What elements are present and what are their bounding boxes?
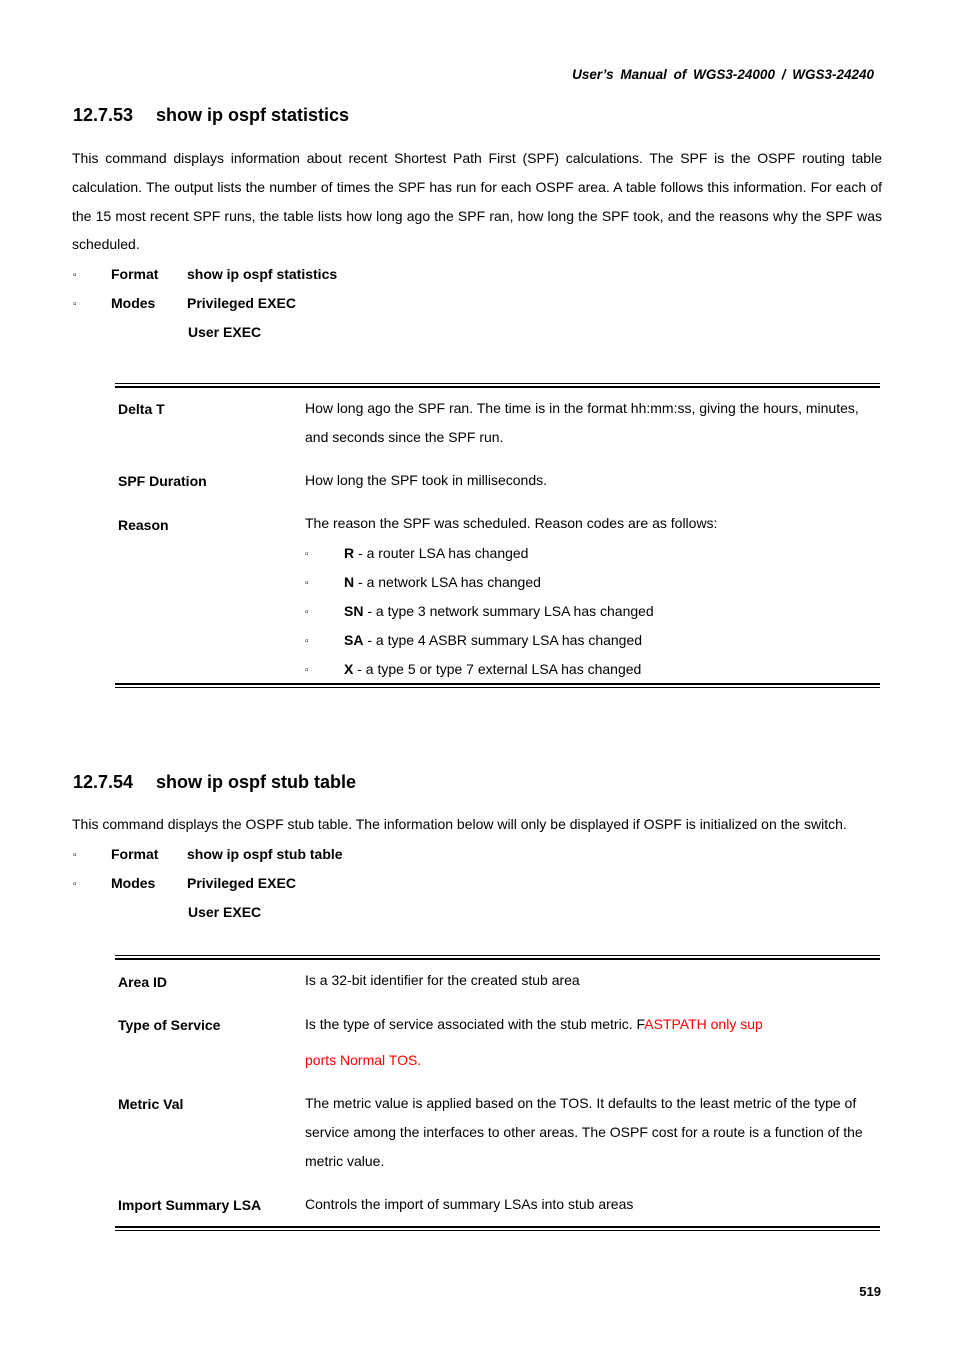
bullet-icon: ▫ — [305, 578, 309, 589]
modes-label: Modes — [111, 875, 156, 891]
table-bottom-rule — [115, 1226, 880, 1231]
reason-text: - a type 5 or type 7 external LSA has changed — [353, 661, 642, 677]
modes-value: Privileged EXEC — [187, 875, 296, 891]
format-label: Format — [111, 846, 159, 862]
reason-item — [305, 632, 642, 648]
page-number: 519 — [859, 1284, 881, 1299]
reason-code: N — [344, 574, 355, 590]
table-term: Delta T — [118, 401, 165, 417]
reason-item — [305, 603, 654, 619]
reason-item — [305, 545, 528, 561]
reason-code: SA — [344, 632, 364, 648]
reason-text: - a network LSA has changed — [354, 574, 541, 590]
table-desc: How long ago the SPF ran. The time is in the format hh:mm:ss, giving the hours, minutes, and seconds since the SPF run. — [305, 400, 859, 445]
section-description: This command displays information about recent Shortest Path First (SPF) calculations. The SPF is the OSPF routing table calculation. The output lists the number of times the SPF has run for each OSPF area. A table follows this information. For each of the 15 most recent SPF runs, the table lists how long ago the SPF ran, how long the SPF took, and the reasons why the SPF was scheduled. — [72, 150, 882, 253]
reason-text: - a type 3 network summary LSA has changed — [363, 603, 654, 619]
reason-code: SN — [344, 603, 364, 619]
bullet-icon: ▫ — [73, 850, 77, 861]
table-term: Import Summary LSA — [118, 1197, 262, 1213]
table-top-rule — [115, 383, 880, 388]
reason-text: - a router LSA has changed — [354, 545, 529, 561]
table-top-rule — [115, 955, 880, 960]
section-title: show ip ospf stub table — [156, 772, 357, 792]
bullet-icon: ▫ — [73, 270, 77, 281]
table-term: Type of Service — [118, 1017, 221, 1033]
bullet-icon: ▫ — [305, 665, 309, 676]
format-label: Format — [111, 266, 159, 282]
modes-value-2: User EXEC — [188, 324, 262, 340]
modes-value-2: User EXEC — [188, 904, 262, 920]
desc-text: Is the type of service associated with the stub metric. F — [305, 1016, 645, 1032]
format-value: show ip ospf stub table — [187, 846, 343, 862]
table-desc — [305, 1010, 880, 1039]
section-number: 12.7.53 — [73, 105, 134, 125]
section-heading-stub-table — [73, 772, 356, 793]
table-term: Reason — [118, 517, 169, 533]
running-header: User’s Manual of WGS3-24000 / WGS3-24240 — [572, 67, 874, 82]
modes-line — [73, 875, 296, 891]
table-desc: Is a 32-bit identifier for the created stub area — [305, 972, 580, 988]
table-desc: Controls the import of summary LSAs into stub areas — [305, 1196, 634, 1212]
reason-code: X — [344, 661, 354, 677]
desc-red-text: ASTPATH only sup — [644, 1016, 763, 1032]
bullet-icon: ▫ — [73, 299, 77, 310]
format-line — [73, 266, 337, 282]
table-term: Metric Val — [118, 1096, 184, 1112]
section-description: This command displays the OSPF stub table. The information below will only be displayed if OSPF is initialized on the switch. — [72, 816, 847, 832]
modes-label: Modes — [111, 295, 156, 311]
reason-item — [305, 661, 641, 677]
table-desc: The metric value is applied based on the TOS. It defaults to the least metric of the type of service among the interfaces to other areas. The OSPF cost for a route is a function of the metric value. — [305, 1095, 863, 1169]
section-heading-statistics — [73, 105, 349, 126]
format-line — [73, 846, 343, 862]
bullet-icon: ▫ — [305, 636, 309, 647]
table-desc: How long the SPF took in milliseconds. — [305, 472, 547, 488]
section-number: 12.7.54 — [73, 772, 134, 792]
bullet-icon: ▫ — [73, 879, 77, 890]
table-bottom-rule — [115, 683, 880, 688]
bullet-icon: ▫ — [305, 607, 309, 618]
table-desc: The reason the SPF was scheduled. Reason codes are as follows: — [305, 515, 718, 531]
bullet-icon: ▫ — [305, 549, 309, 560]
format-value: show ip ospf statistics — [187, 266, 338, 282]
modes-value: Privileged EXEC — [187, 295, 296, 311]
reason-item — [305, 574, 541, 590]
reason-code: R — [344, 545, 355, 561]
table-term: SPF Duration — [118, 473, 207, 489]
reason-text: - a type 4 ASBR summary LSA has changed — [363, 632, 643, 648]
table-term: Area ID — [118, 974, 168, 990]
modes-line — [73, 295, 296, 311]
desc-red-text-continued: ports Normal TOS. — [305, 1052, 422, 1068]
section-title: show ip ospf statistics — [156, 105, 350, 125]
